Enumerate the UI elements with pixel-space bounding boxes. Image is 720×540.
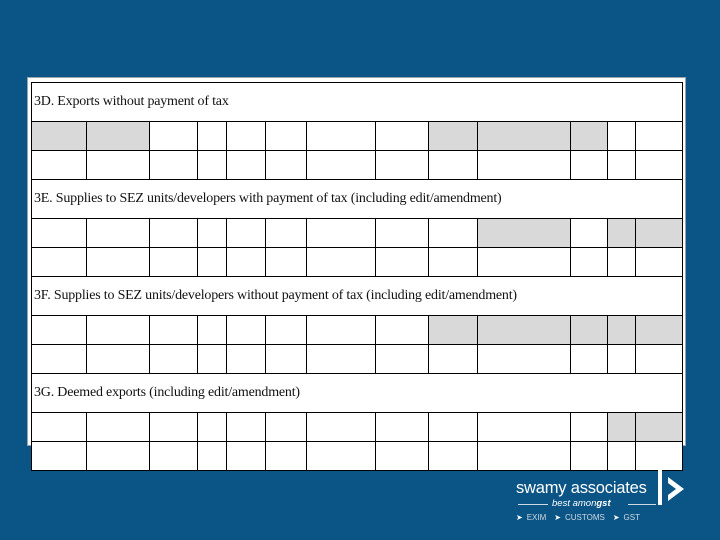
section-heading-row-3g (32, 374, 683, 413)
table-cell (571, 345, 608, 374)
table-cell (608, 345, 636, 374)
table-cell (32, 345, 87, 374)
table-cell (429, 122, 478, 151)
table-cell (478, 219, 571, 248)
table-cell (571, 219, 608, 248)
table-cell (571, 122, 608, 151)
table-cell (32, 413, 87, 442)
table-row (32, 122, 683, 151)
table-cell (636, 219, 683, 248)
arrow-icon: ➤ (554, 513, 561, 522)
table-cell (150, 316, 198, 345)
table-cell (478, 345, 571, 374)
table-cell (571, 248, 608, 277)
table-cell (198, 413, 227, 442)
service-customs: ➤ CUSTOMS (554, 513, 605, 522)
table-cell (376, 345, 429, 374)
table-cell (571, 151, 608, 180)
table-cell (87, 122, 150, 151)
table-cell (32, 151, 87, 180)
table-cell (429, 151, 478, 180)
table-cell (87, 345, 150, 374)
table-cell (376, 122, 429, 151)
table-cell (478, 151, 571, 180)
arrow-icon: ➤ (612, 513, 620, 522)
section-heading-row-3f (32, 277, 683, 316)
table-cell (266, 316, 307, 345)
logo-tagline-wrap (518, 498, 656, 510)
table-cell (636, 248, 683, 277)
table-row (32, 345, 683, 374)
tagline-line-left (518, 504, 548, 505)
table-cell (266, 413, 307, 442)
table-row (32, 219, 683, 248)
gstr-table (31, 82, 683, 471)
table-cell (150, 413, 198, 442)
table-cell (608, 316, 636, 345)
section-title: 3G. Deemed exports (including edit/amendment) (32, 374, 683, 413)
table-cell (266, 219, 307, 248)
table-cell (227, 316, 266, 345)
table-cell (429, 345, 478, 374)
table-cell (227, 442, 266, 471)
table-cell (636, 151, 683, 180)
table-cell (198, 316, 227, 345)
table-cell (198, 151, 227, 180)
table-cell (608, 413, 636, 442)
table-cell (307, 219, 376, 248)
table-cell (150, 442, 198, 471)
table-cell (478, 413, 571, 442)
table-cell (227, 413, 266, 442)
service-exim: ➤ EXIM (516, 513, 547, 522)
section-heading-row-3d (32, 83, 683, 122)
table-cell (376, 413, 429, 442)
table-cell (608, 122, 636, 151)
table-cell (307, 248, 376, 277)
table-cell (571, 316, 608, 345)
table-cell (266, 248, 307, 277)
table-cell (150, 345, 198, 374)
service-gst: ➤ GST (612, 513, 640, 522)
table-cell (150, 248, 198, 277)
table-cell (32, 248, 87, 277)
table-cell (636, 122, 683, 151)
table-cell (227, 345, 266, 374)
table-cell (32, 316, 87, 345)
logo-tagline: best amongst (552, 498, 611, 509)
table-row (32, 151, 683, 180)
section-title: 3D. Exports without payment of tax (32, 83, 683, 122)
table-cell (307, 345, 376, 374)
section-heading-row-3e (32, 180, 683, 219)
table-cell (227, 122, 266, 151)
table-cell (198, 345, 227, 374)
table-row (32, 248, 683, 277)
table-cell (376, 316, 429, 345)
table-cell (429, 219, 478, 248)
table-cell (198, 219, 227, 248)
table-cell (608, 151, 636, 180)
table-cell (307, 442, 376, 471)
table-cell (608, 219, 636, 248)
table-cell (376, 219, 429, 248)
tagline-line-right (628, 504, 656, 505)
table-cell (87, 442, 150, 471)
table-cell (198, 122, 227, 151)
section-title: 3F. Supplies to SEZ units/developers without payment of tax (including edit/amendment) (32, 277, 683, 316)
table-cell (266, 122, 307, 151)
table-cell (307, 316, 376, 345)
table-cell (266, 345, 307, 374)
table-cell (478, 248, 571, 277)
table-cell (608, 248, 636, 277)
table-cell (150, 151, 198, 180)
table-cell (150, 122, 198, 151)
table-cell (376, 248, 429, 277)
table-cell (307, 151, 376, 180)
section-title: 3E. Supplies to SEZ units/developers with payment of tax (including edit/amendment) (32, 180, 683, 219)
table-cell (429, 248, 478, 277)
table-cell (307, 122, 376, 151)
table-cell (227, 151, 266, 180)
company-logo (516, 455, 706, 530)
table-cell (571, 413, 608, 442)
table-cell (376, 442, 429, 471)
table-cell (478, 316, 571, 345)
table-cell (636, 345, 683, 374)
logo-services (516, 513, 640, 522)
table-cell (478, 122, 571, 151)
table-cell (227, 248, 266, 277)
table-cell (429, 413, 478, 442)
table-cell (87, 151, 150, 180)
table-cell (32, 219, 87, 248)
table-cell (429, 316, 478, 345)
table-cell (636, 413, 683, 442)
table-cell (32, 122, 87, 151)
table-cell (32, 442, 87, 471)
table-cell (87, 248, 150, 277)
table-cell (307, 413, 376, 442)
table-row (32, 413, 683, 442)
form-sheet (28, 78, 685, 445)
table-cell (87, 219, 150, 248)
table-cell (376, 151, 429, 180)
table-cell (636, 316, 683, 345)
table-row (32, 316, 683, 345)
table-cell (198, 248, 227, 277)
arrow-icon: ➤ (516, 513, 523, 522)
table-cell (266, 151, 307, 180)
table-cell (198, 442, 227, 471)
table-cell (87, 316, 150, 345)
table-cell (429, 442, 478, 471)
table-cell (266, 442, 307, 471)
table-cell (87, 413, 150, 442)
table-cell (150, 219, 198, 248)
table-cell (227, 219, 266, 248)
logo-name: swamy associates (516, 479, 647, 497)
